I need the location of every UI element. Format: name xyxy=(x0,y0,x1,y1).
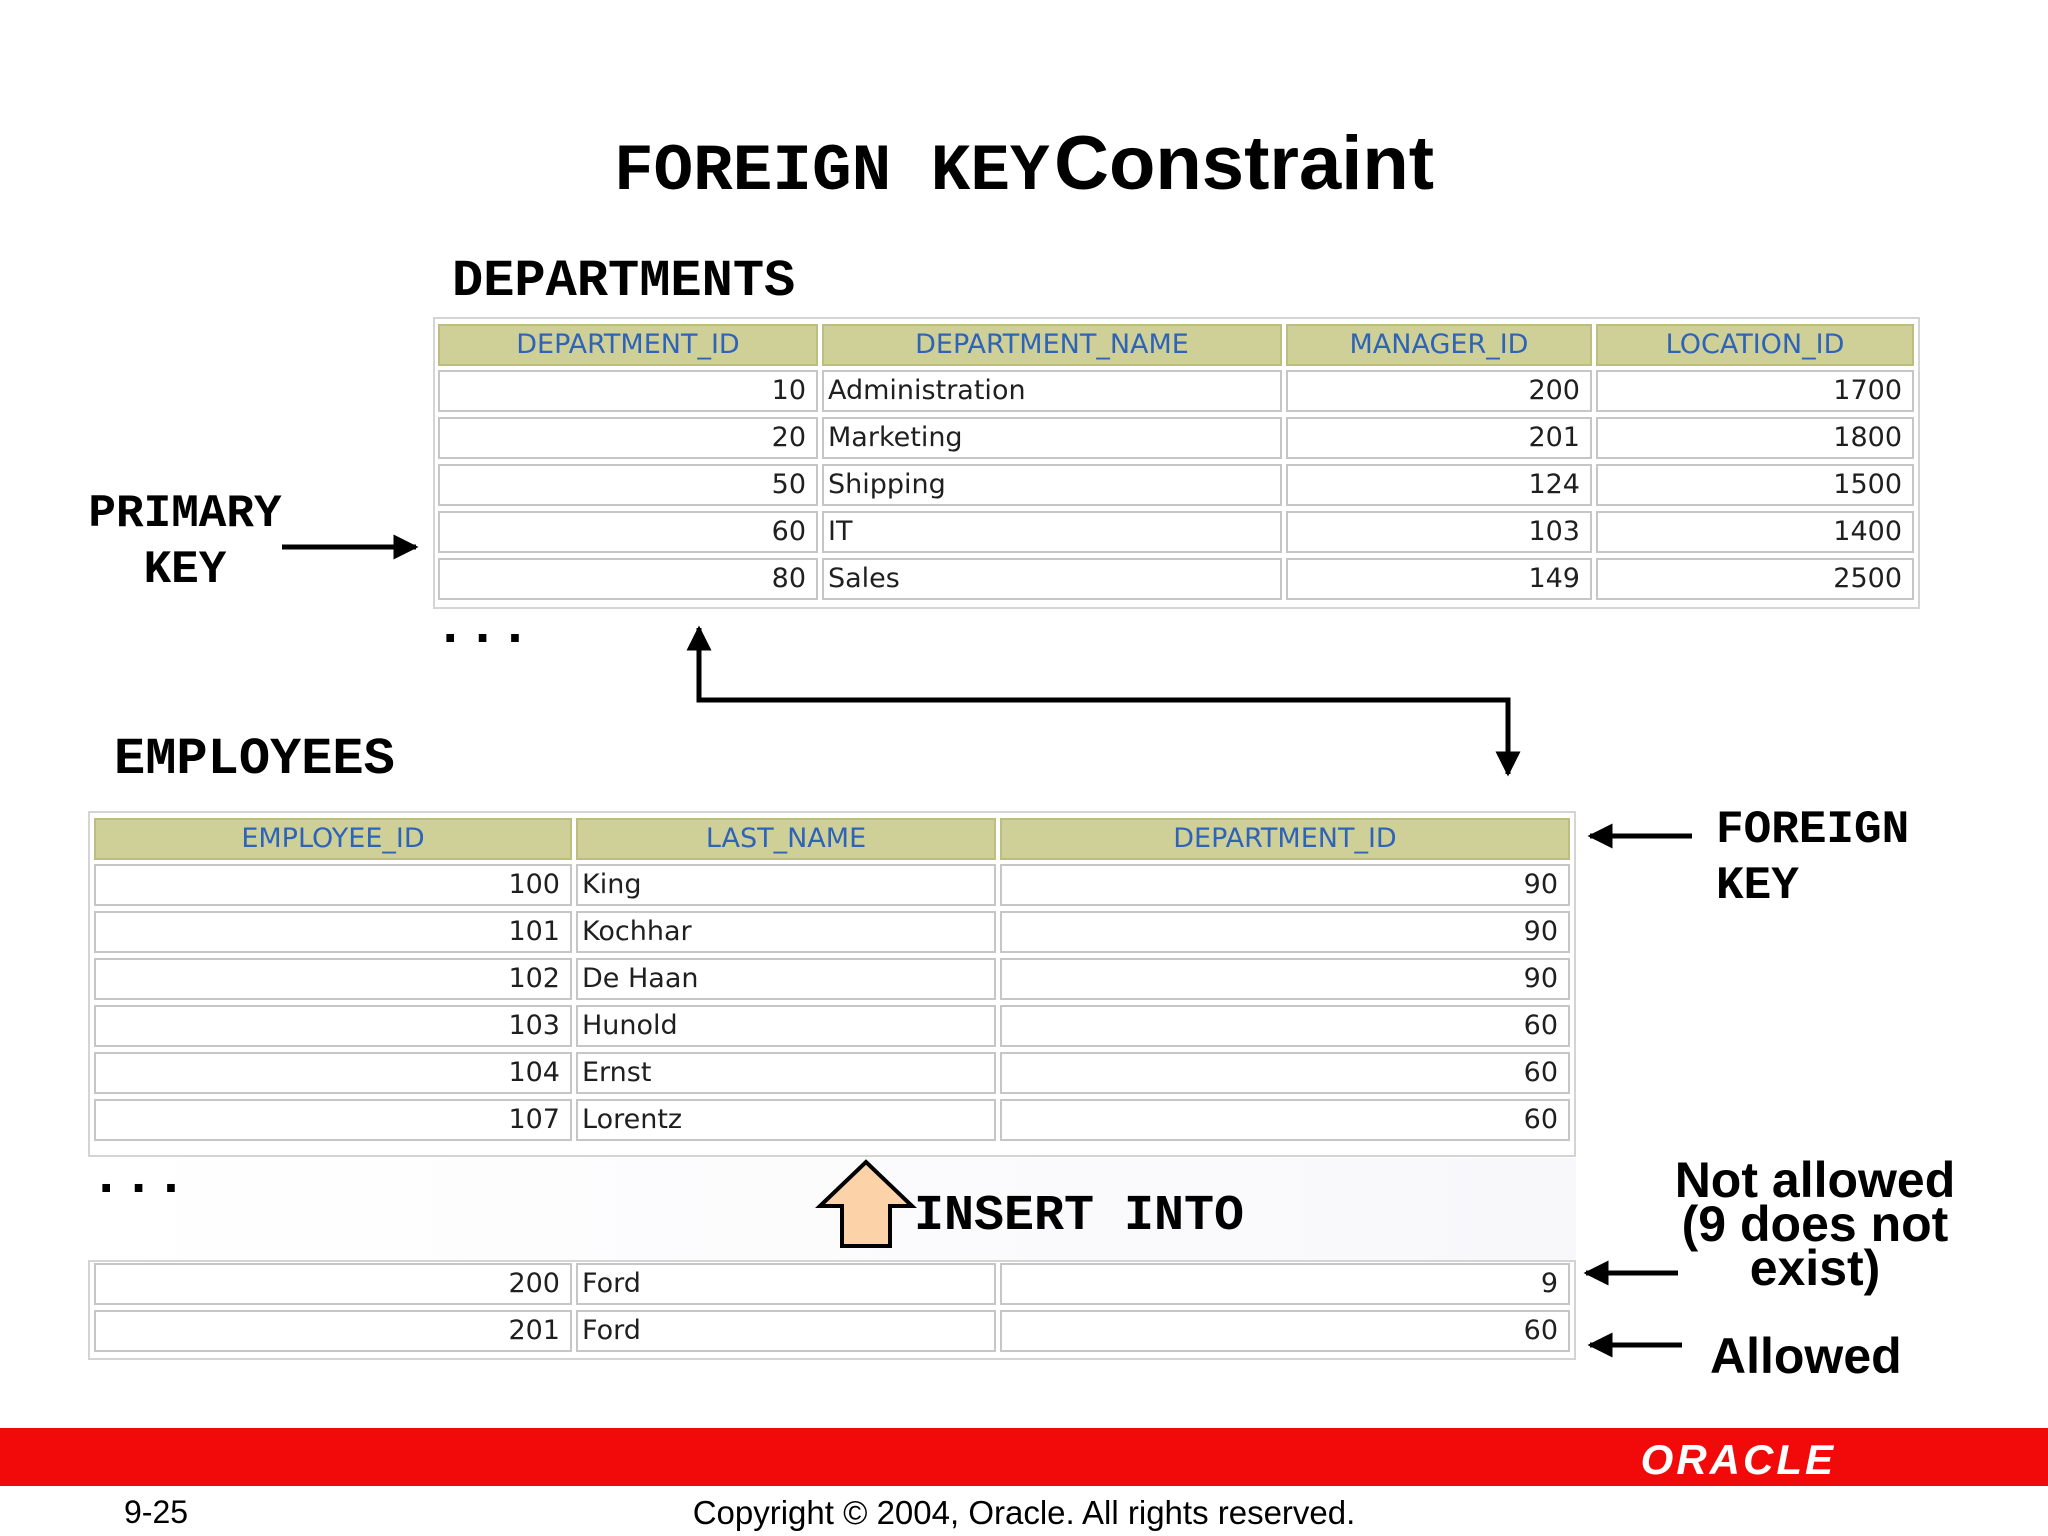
employees-cell: King xyxy=(576,864,996,906)
employees-ellipsis: ... xyxy=(90,1148,188,1209)
departments-cell: 200 xyxy=(1286,370,1592,412)
primary-key-label: PRIMARY KEY xyxy=(88,488,282,596)
slide-number: 9-25 xyxy=(124,1494,189,1530)
employees-cell: Kochhar xyxy=(576,911,996,953)
employees-cell: Hunold xyxy=(576,1005,996,1047)
departments-cell: Marketing xyxy=(822,417,1282,459)
foreign-key-label: FOREIGN KEY xyxy=(1716,804,1910,912)
copyright-text: Copyright © 2004, Oracle. All rights reserved. xyxy=(692,1494,1356,1531)
employees-cell: 60 xyxy=(1000,1052,1570,1094)
employees-cell: 90 xyxy=(1000,911,1570,953)
employees-cell: 90 xyxy=(1000,958,1570,1000)
employees-cell: Lorentz xyxy=(576,1099,996,1141)
departments-ellipsis: ... xyxy=(434,598,532,659)
employees-cell: 107 xyxy=(94,1099,572,1141)
departments-cell: 103 xyxy=(1286,511,1592,553)
departments-cell: 1400 xyxy=(1596,511,1914,553)
departments-cell: 1800 xyxy=(1596,417,1914,459)
departments-cell: 80 xyxy=(438,558,818,600)
departments-cell: 201 xyxy=(1286,417,1592,459)
employees-header-cell: EMPLOYEE_ID xyxy=(94,818,572,860)
departments-header-cell: LOCATION_ID xyxy=(1596,324,1914,366)
employees-cell: 103 xyxy=(94,1005,572,1047)
employees-cell: Ernst xyxy=(576,1052,996,1094)
insert-row-cell: Ford xyxy=(576,1310,996,1352)
employees-cell: 102 xyxy=(94,958,572,1000)
insert-into-label: INSERT INTO xyxy=(914,1188,1245,1245)
departments-cell: 60 xyxy=(438,511,818,553)
insert-row-cell: Ford xyxy=(576,1263,996,1305)
departments-cell: 2500 xyxy=(1596,558,1914,600)
insert-row-cell: 200 xyxy=(94,1263,572,1305)
insert-row-cell: 201 xyxy=(94,1310,572,1352)
employees-cell: 101 xyxy=(94,911,572,953)
allowed-note: Allowed xyxy=(1710,1328,1902,1384)
insert-row-cell: 60 xyxy=(1000,1310,1570,1352)
departments-cell: 50 xyxy=(438,464,818,506)
departments-cell: 124 xyxy=(1286,464,1592,506)
employees-cell: 60 xyxy=(1000,1099,1570,1141)
departments-header-cell: DEPARTMENT_NAME xyxy=(822,324,1282,366)
title-keyword: FOREIGN KEY xyxy=(613,134,1050,209)
oracle-logo: ORACLE xyxy=(1640,1436,1836,1483)
title-text: Constraint xyxy=(1054,121,1435,206)
employees-cell: De Haan xyxy=(576,958,996,1000)
employees-header-cell: LAST_NAME xyxy=(576,818,996,860)
departments-label: DEPARTMENTS xyxy=(452,252,796,311)
insert-row-cell: 9 xyxy=(1000,1263,1570,1305)
departments-header-cell: DEPARTMENT_ID xyxy=(438,324,818,366)
departments-cell: 10 xyxy=(438,370,818,412)
employees-cell: 90 xyxy=(1000,864,1570,906)
departments-cell: IT xyxy=(822,511,1282,553)
not-allowed-note: Not allowed (9 does not exist) xyxy=(1674,1152,1956,1296)
departments-cell: Administration xyxy=(822,370,1282,412)
fk-connector-line xyxy=(699,640,1508,770)
insert-arrow-icon xyxy=(820,1162,912,1246)
departments-cell: 20 xyxy=(438,417,818,459)
employees-header-cell: DEPARTMENT_ID xyxy=(1000,818,1570,860)
departments-cell: 1500 xyxy=(1596,464,1914,506)
departments-cell: Shipping xyxy=(822,464,1282,506)
employees-label: EMPLOYEES xyxy=(114,730,395,789)
departments-cell: 1700 xyxy=(1596,370,1914,412)
employees-cell: 100 xyxy=(94,864,572,906)
employees-cell: 104 xyxy=(94,1052,572,1094)
employees-cell: 60 xyxy=(1000,1005,1570,1047)
departments-header-cell: MANAGER_ID xyxy=(1286,324,1592,366)
departments-cell: 149 xyxy=(1286,558,1592,600)
departments-cell: Sales xyxy=(822,558,1282,600)
